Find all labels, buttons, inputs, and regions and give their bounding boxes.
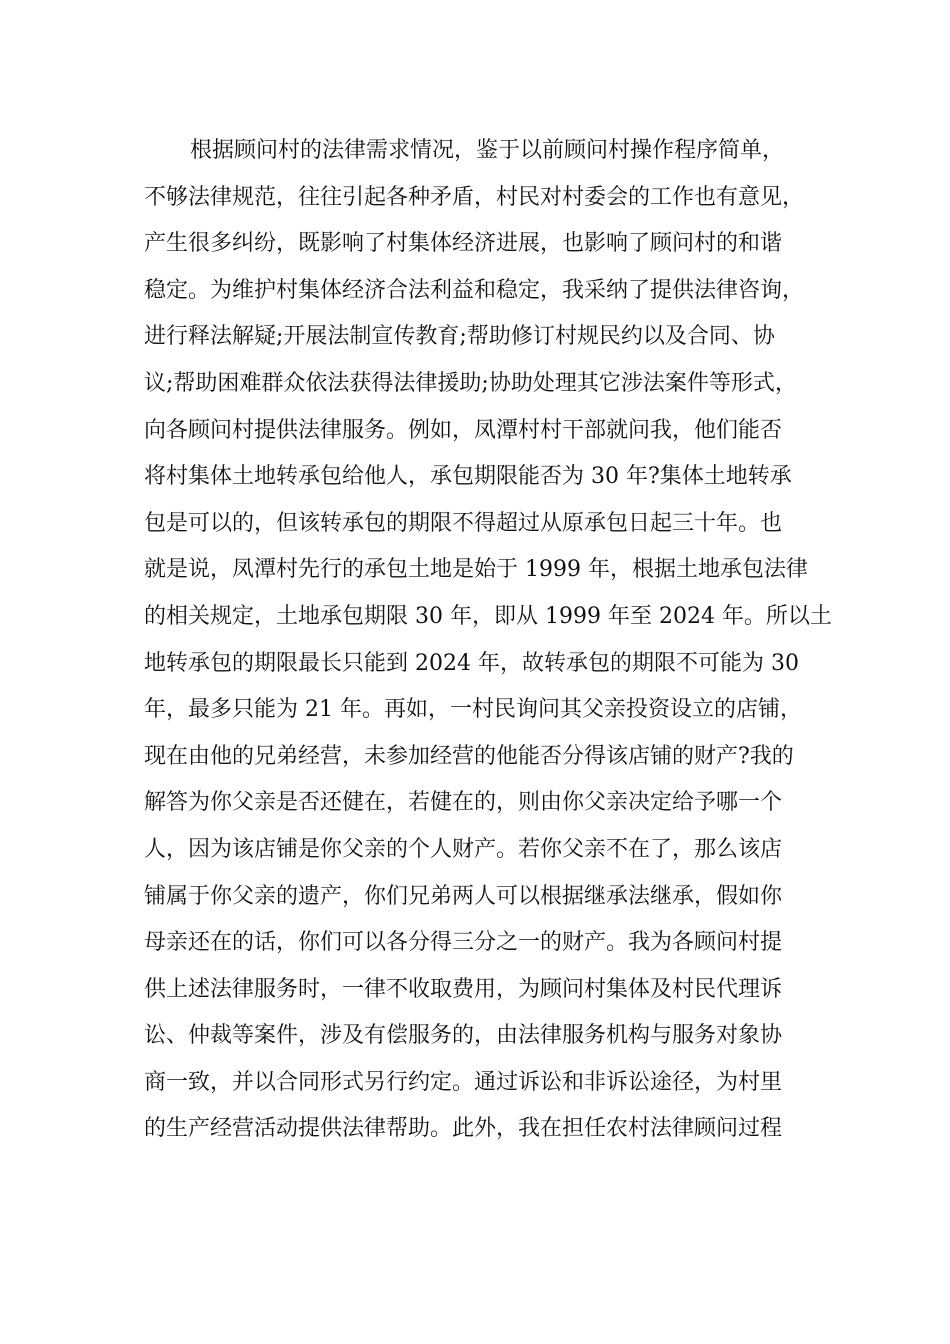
paragraph-line: 的生产经营活动提供法律帮助。此外，我在担任农村法律顾问过程	[144, 1116, 783, 1142]
paragraph-line: 向各顾问村提供法律服务。例如，凤潭村村干部就问我，他们能否	[144, 417, 783, 443]
body-paragraph	[144, 128, 832, 1153]
paragraph-line: 人，因为该店铺是你父亲的个人财产。若你父亲不在了，那么该店	[144, 836, 783, 862]
paragraph-line: 解答为你父亲是否还健在，若健在的，则由你父亲决定给予哪一个	[144, 790, 783, 816]
paragraph-line: 商一致，并以合同形式另行约定。通过诉讼和非诉讼途径，为村里	[144, 1069, 783, 1095]
paragraph-line: 稳定。为维护村集体经济合法利益和稳定，我采纳了提供法律咨询，	[144, 277, 805, 303]
paragraph-line: 供上述法律服务时，一律不收取费用，为顾问村集体及村民代理诉	[144, 976, 783, 1002]
paragraph-line: 不够法律规范，往往引起各种矛盾，村民对村委会的工作也有意见，	[144, 184, 805, 210]
paragraph-line: 母亲还在的话，你们可以各分得三分之一的财产。我为各顾问村提	[144, 930, 783, 956]
paragraph-line: 就是说，凤潭村先行的承包土地是始于 1999 年，根据土地承包法律	[144, 557, 808, 583]
paragraph-line: 的相关规定，土地承包期限 30 年，即从 1999 年至 2024 年。所以土	[144, 603, 832, 629]
paragraph-line: 讼、仲裁等案件，涉及有偿服务的，由法律服务机构与服务对象协	[144, 1023, 783, 1049]
paragraph-line: 根据顾问村的法律需求情况，鉴于以前顾问村操作程序简单，	[190, 138, 785, 163]
paragraph-line: 议;帮助困难群众依法获得法律援助;协助处理其它涉法案件等形式，	[144, 370, 797, 396]
paragraph-line: 进行释法解疑;开展法制宣传教育;帮助修订村规民约以及合同、协	[144, 324, 775, 350]
paragraph-line: 现在由他的兄弟经营，未参加经营的他能否分得该店铺的财产?我的	[144, 743, 794, 769]
paragraph-line: 产生很多纠纷，既影响了村集体经济进展，也影响了顾问村的和谐	[144, 231, 783, 257]
paragraph-line: 包是可以的，但该转承包的期限不得超过从原承包日起三十年。也	[144, 510, 783, 536]
paragraph-line: 地转承包的期限最长只能到 2024 年，故转承包的期限不可能为 30	[144, 650, 799, 676]
paragraph-line: 年，最多只能为 21 年。再如，一村民询问其父亲投资设立的店铺，	[144, 697, 802, 723]
paragraph-line: 铺属于你父亲的遗产，你们兄弟两人可以根据继承法继承，假如你	[144, 883, 783, 909]
paragraph-line: 将村集体土地转承包给他人，承包期限能否为 30 年?集体土地转承	[144, 464, 792, 490]
